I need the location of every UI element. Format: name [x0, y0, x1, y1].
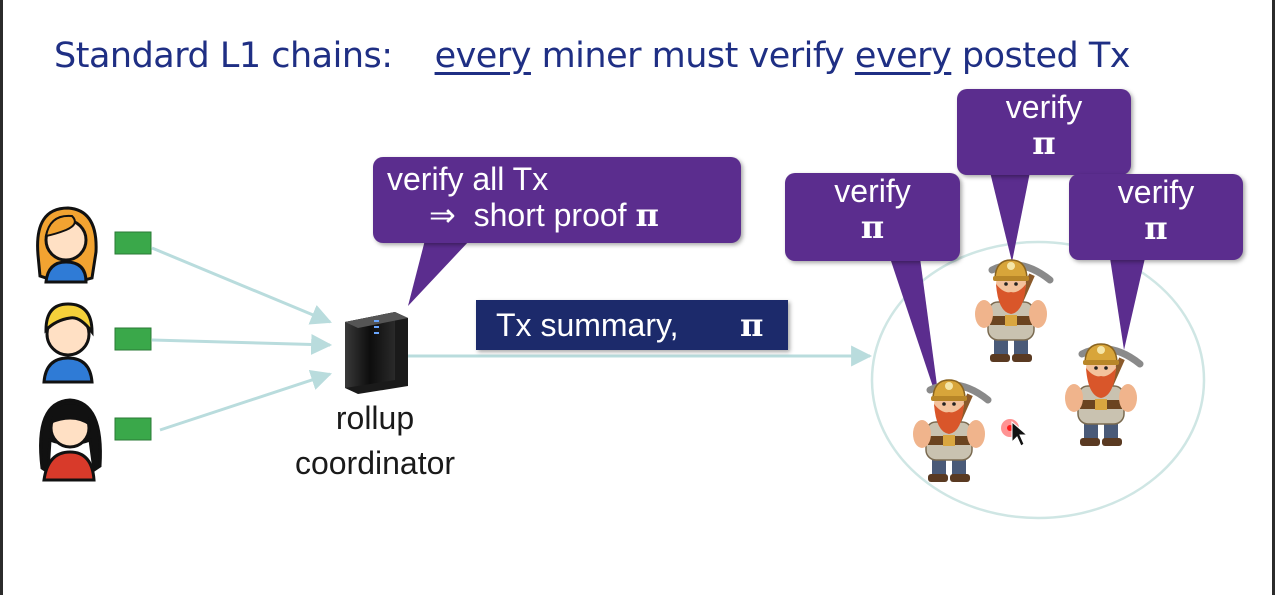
- pi-symbol: π: [1032, 124, 1056, 162]
- callout-line2: ⇒ short proof π: [429, 196, 659, 234]
- tx-arrow: [152, 248, 330, 322]
- title-every-1: every: [434, 36, 531, 76]
- callout-verb: verify: [1005, 89, 1083, 125]
- miner-callout: [1069, 174, 1243, 260]
- user-avatar: [38, 208, 97, 282]
- tx-block: [115, 232, 151, 254]
- miner-callout: [785, 173, 960, 261]
- pi-symbol: π: [860, 208, 885, 246]
- miner-callout: [957, 89, 1131, 175]
- title-every-2: every: [854, 36, 952, 76]
- coordinator-label-line2: coordinator: [294, 445, 456, 481]
- pi-symbol: π: [1144, 209, 1168, 247]
- pi-symbol: π: [635, 196, 659, 234]
- callout-tail: [408, 240, 470, 306]
- user-avatar: [41, 400, 101, 480]
- tx-block: [115, 418, 151, 440]
- callout-verb: verify: [1117, 174, 1195, 210]
- server-icon: [345, 312, 408, 394]
- tx-summary-box: [476, 300, 788, 350]
- tx-block: [115, 328, 151, 350]
- user-avatar: [44, 304, 92, 382]
- tx-arrow: [152, 340, 330, 345]
- callout-verb: verify: [834, 173, 911, 209]
- title-suffix: posted Tx: [951, 36, 1130, 76]
- summary-text: Tx summary,: [496, 307, 679, 343]
- title-prefix: Standard L1 chains:: [54, 36, 393, 76]
- coordinator-label-line1: rollup: [335, 400, 415, 436]
- callout-line1: verify all Tx: [387, 161, 549, 197]
- title-mid: miner must verify: [530, 36, 855, 76]
- pi-symbol: π: [740, 306, 764, 344]
- coordinator-callout: [373, 157, 741, 243]
